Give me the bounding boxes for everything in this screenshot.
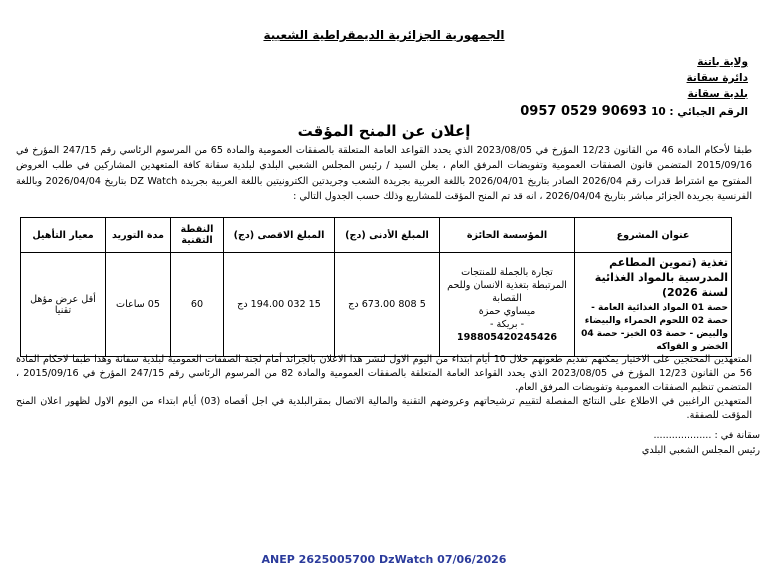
signature-place-date: سقانة في : ................... <box>653 430 760 441</box>
cell-duration: 05 ساعات <box>106 253 171 357</box>
cell-entity <box>440 253 575 357</box>
appeal-section <box>16 353 752 423</box>
entity-owner: ميساوي حمزة <box>478 305 536 317</box>
intro-paragraph: طبقا لأحكام المادة 46 من القانون 12/23 المؤرخ في 2023/08/05 الذي يحدد القواعد العامة المتعلقة بالصفقات العمومية والمادة 65 من المرسوم الرئاسي رقم 247/15 المؤرخ في 2015/09/16 المتضمن قانون الصفقات العمومية وتفويضات المرفق العام ، يعلن السيد / رئيس المجلس الشعبي البلدي لبلدية سقانة كافة المتعهدين المشاركين في طلب العروض المفتوح مع اشتراط قدرات رقم 2026/04 الصادر بتاريخ 2026/04/01 باللغة العربية بجريدة الشعب وجريدتين الكترونيتين باللغة العربية بجريدة DZ Watch بتاريخ 2026/04/04 وباللغة الفرنسية بجريدة الجزائر مباشر بتاريخ 2026/04/04 ، انه قد تم المنح المؤقت للمشاريع وذلك حسب الجدول التالي : <box>16 145 752 203</box>
table-row <box>21 253 732 357</box>
header-criterion: معيار التأهيل <box>21 218 106 253</box>
award-table <box>20 217 732 357</box>
signature-signer: رئيس المجلس الشعبي البلدي <box>641 445 760 456</box>
header-project: عنوان المشروع <box>575 218 732 253</box>
tax-id-label: الرقم الجبائي : 10 <box>651 106 748 118</box>
cell-score: 60 <box>171 253 224 357</box>
daira-label: دائرة سقانة <box>686 72 748 84</box>
commune-label: بلدية سقانة <box>687 88 748 100</box>
header-max-amount: المبلغ الاقصى (دج) <box>224 218 335 253</box>
header-min-amount: المبلغ الأدنى (دج) <box>335 218 440 253</box>
republic-heading: الجمهورية الجزائرية الديمقراطية الشعبية <box>263 28 505 42</box>
wilaya-label: ولاية باتنة <box>697 56 748 68</box>
header-score: النقطة التقنية <box>171 218 224 253</box>
results-paragraph: المتعهدين الراغبين في الاطلاع على النتائج المفصلة لتقييم ترشيحاتهم وعروضهم التقنية والمالية الاتصال بمقرالبلدية في اجل أقصاه (03) أيام ابتداء من اليوم الاول لظهور اعلان المنح المؤقت للصفقة. <box>16 396 752 421</box>
page-title: إعلان عن المنح المؤقت <box>297 122 471 140</box>
publication-footer: ANEP 2625005700 DzWatch 07/06/2026 <box>261 553 507 566</box>
project-details: حصة 01 المواد الغذائية العامة - حصة 02 اللحوم الحمراء والبيضاء والبيض - حصة 03 الخبز- حصة 04 الخضر و الفواكه <box>581 303 728 352</box>
cell-project <box>575 253 732 357</box>
entity-nif: 198805420245426 <box>456 331 558 343</box>
cell-max-amount: 15 032 194.00 دج <box>224 253 335 357</box>
table-header-row <box>21 218 732 253</box>
header-duration: مدة التوريد <box>106 218 171 253</box>
entity-name: تجارة بالجملة للمنتجات المرتبطة بتغذية الانسان وللحم القصابة <box>447 266 567 304</box>
administration-block <box>687 54 748 102</box>
signature-block <box>640 428 760 458</box>
appeal-paragraph: المتعهدين المحتجين على الاختيار يمكنهم تقديم طعونهم خلال 10 أيام ابتداء من اليوم الاول لنشر هذا الاعلان بالجرائد أمام لجنة الصفقات العمومية لبلدية سقانة وهذا طبقا لاحكام المادة 56 من القانون 12/23 المؤرخ في 2023/08/05 الذي يحدد القواعد العامة المتعلقة بالصفقات العمومية والمادة 82 من المرسوم الرئاسي رقم 247/15 المؤرخ في 2015/09/16 ، المتضمن تنظيم الصفقات العمومية وتفويضات المرفق العام. <box>16 354 752 393</box>
header-entity: المؤسسة الحائزة <box>440 218 575 253</box>
entity-place: - بريكة - <box>489 318 525 330</box>
cell-min-amount: 5 808 673.00 دج <box>335 253 440 357</box>
cell-criterion: أقل عرض مؤهل تقنيا <box>21 253 106 357</box>
project-title: تغذية (تموين المطاعم المدرسية بالمواد الغذائية لسنة 2026) <box>594 256 728 299</box>
tax-id <box>520 104 748 119</box>
tax-id-value: 0957 0529 90693 <box>520 104 647 119</box>
